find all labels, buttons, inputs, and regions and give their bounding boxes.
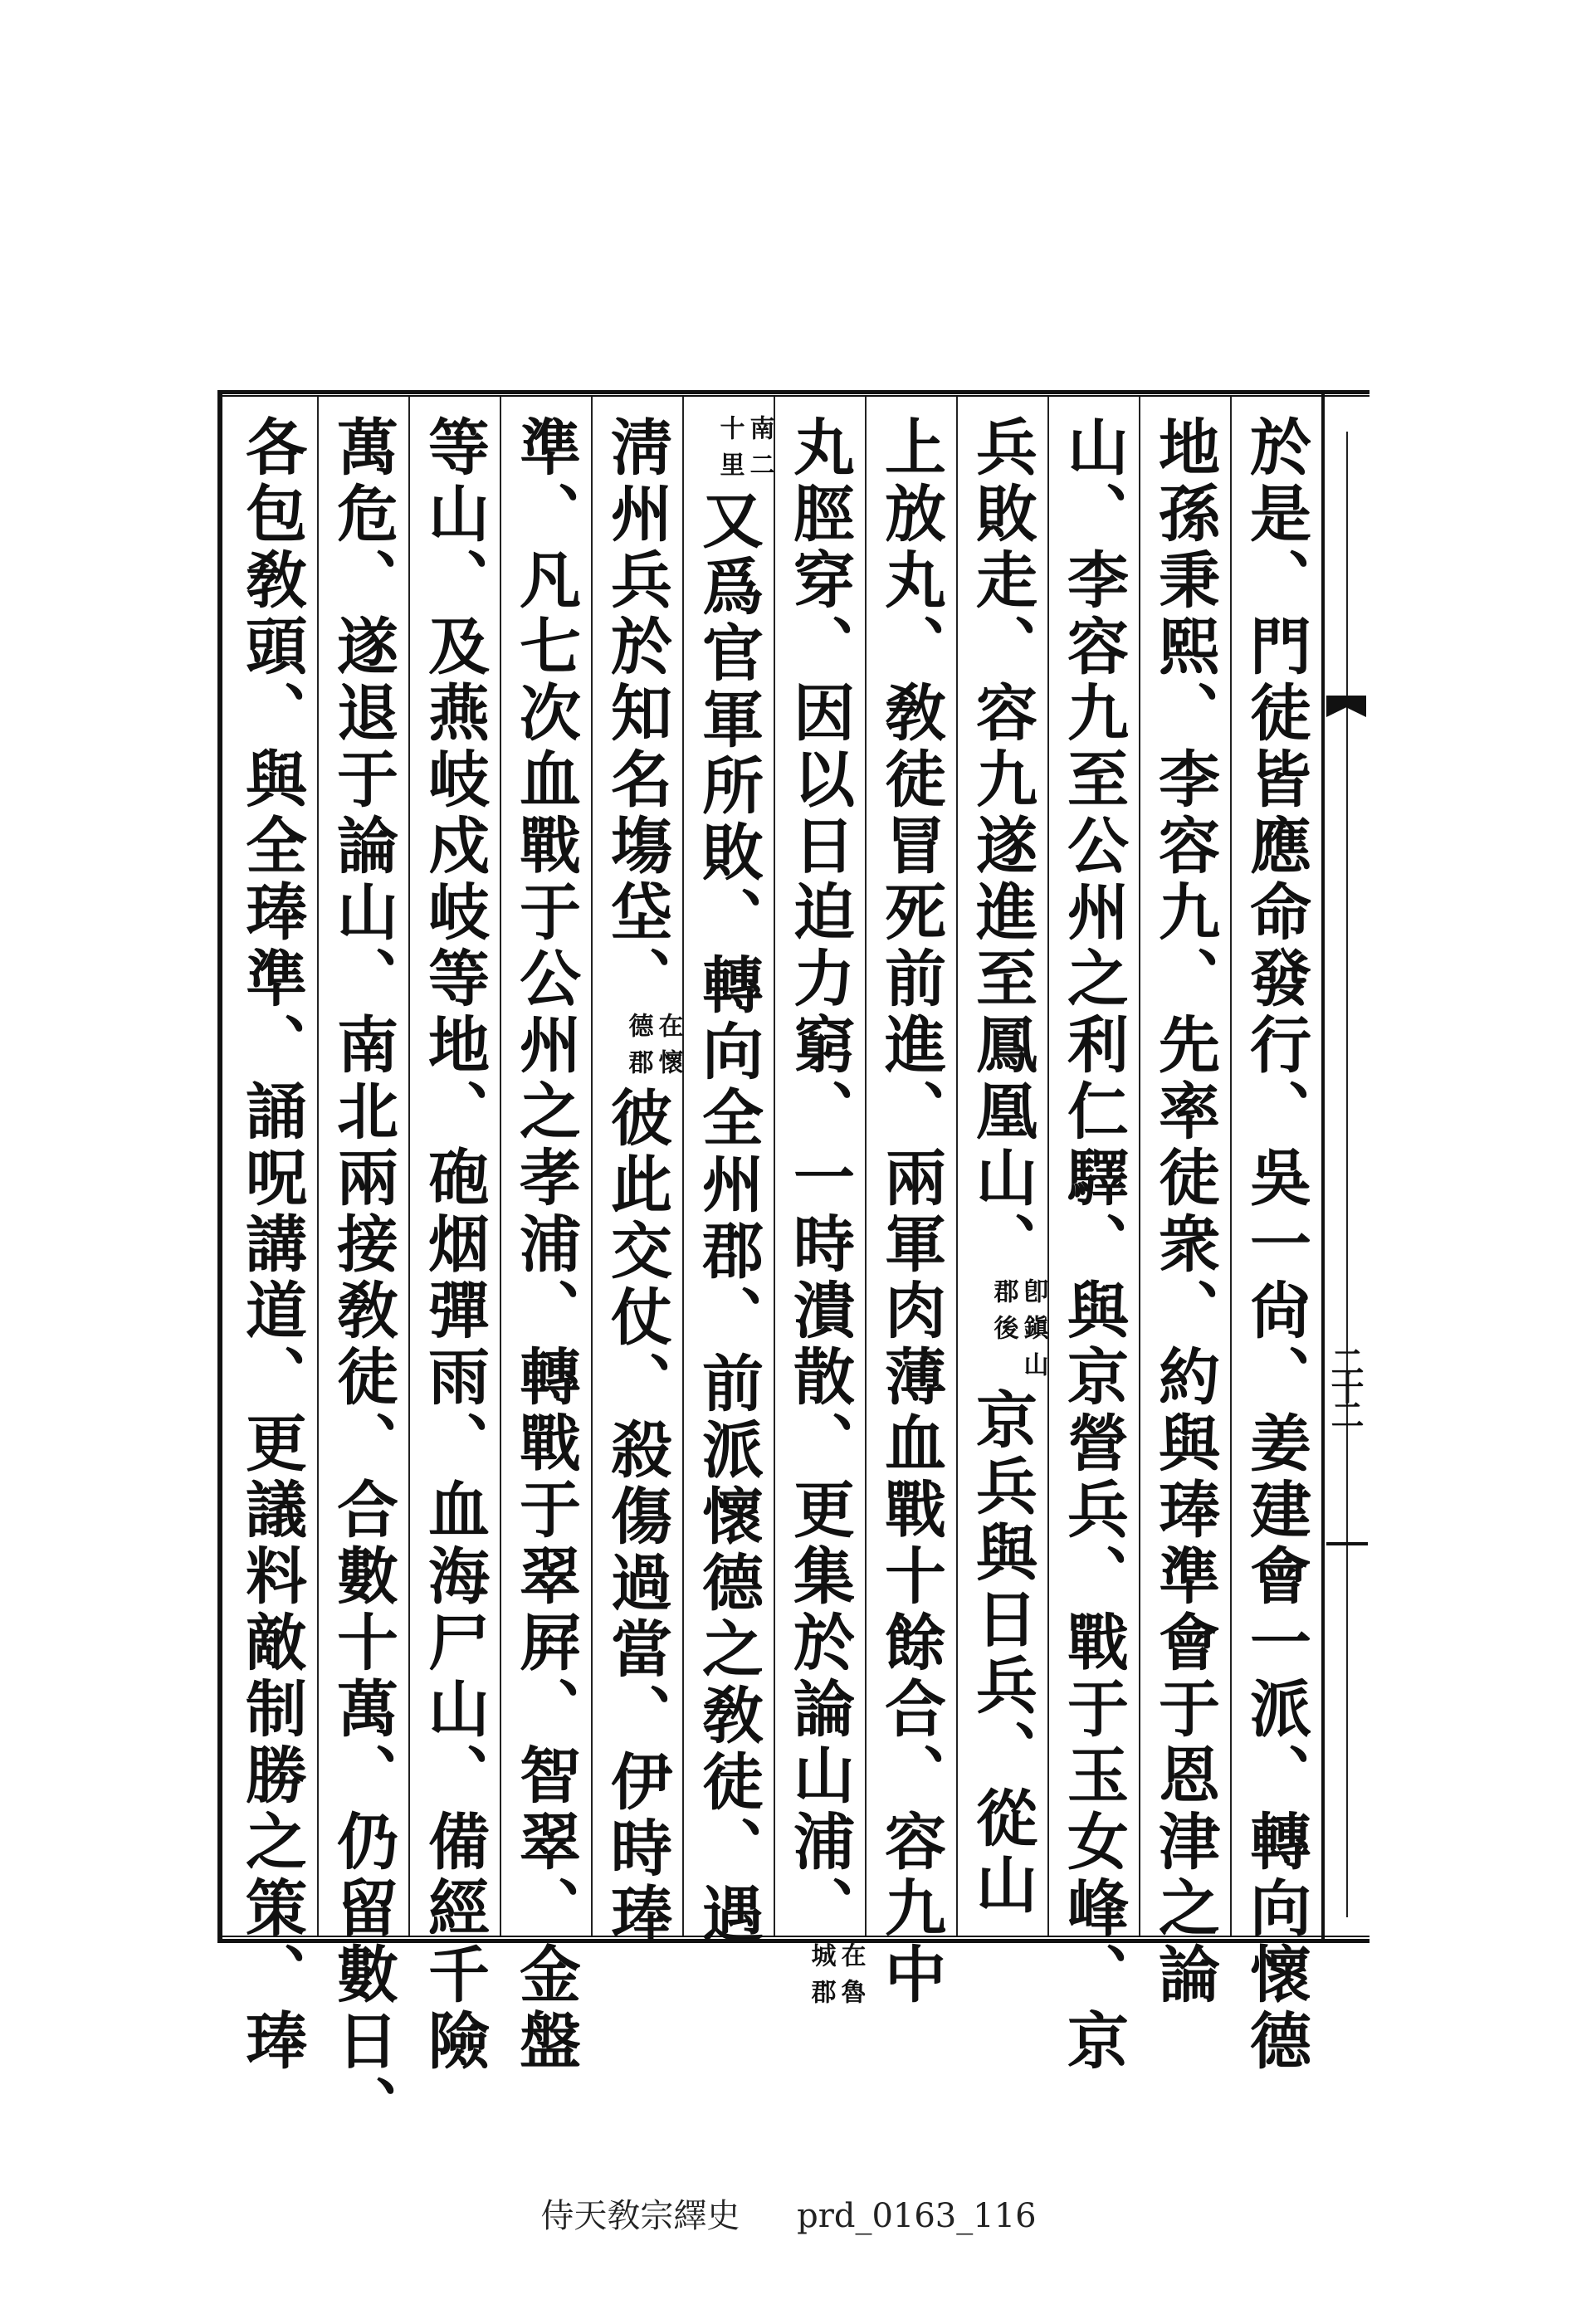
text-column <box>1047 397 1139 2075</box>
annotation-note: 在懷 德郡 <box>623 1013 683 1086</box>
text-column <box>774 397 866 2015</box>
text-column <box>500 397 591 2075</box>
column-text: 京兵與日兵、從山 <box>966 1388 1038 1919</box>
text-column <box>231 397 317 2075</box>
column-text: 準、凡七次血戰于公州之孝浦、轉戰于翠屛、智翠、金盤 <box>510 415 581 2075</box>
text-column <box>591 397 683 1949</box>
text-column <box>956 397 1047 1936</box>
footer-title: 侍天敎宗繹史 <box>540 2197 740 2235</box>
footer-code: prd_0163_116 <box>797 2197 1037 2235</box>
text-column <box>682 397 774 1949</box>
folio-rule <box>1326 1542 1368 1545</box>
text-column <box>1139 397 1230 2009</box>
frame-top-rule <box>217 390 1370 397</box>
annotation-note: 在魯 城郡 <box>806 1942 866 2015</box>
folio-number: 二十二 <box>1326 1345 1365 1424</box>
column-text: 丸脛穿、因以日迫力窮、一時潰散、更集於論山浦、 <box>784 415 855 1942</box>
annotation-note: 卽鎭山 郡後 <box>989 1278 1048 1388</box>
column-text: 於是、門徒皆應命發行、吳一尙、姜建會一派、轉向懷德 <box>1240 415 1311 2075</box>
column-text: 淸州兵於知名塲垈、 <box>601 415 672 1013</box>
column-text: 又爲官軍所敗、轉向全州郡、前派懷德之敎徒、遇 <box>692 488 764 1949</box>
gutter-line <box>1346 432 1348 1917</box>
column-text: 彼此交仗、殺傷過當、伊時琫 <box>601 1086 672 1949</box>
column-text: 等山、及燕岐戍岐等地、砲烟彈雨、血海尸山、備經千險 <box>418 415 490 2075</box>
text-column <box>865 397 956 2009</box>
text-column <box>317 397 408 2141</box>
column-text: 山、李容九至公州之利仁驛、與京營兵、戰于玉女峰、京 <box>1057 415 1129 2075</box>
column-text: 各包敎頭、與全琫準、誦呪講道、更議料敵制勝之策、琫 <box>236 415 307 2075</box>
column-text: 萬危、遂退于論山、南北兩接敎徒、合數十萬、仍留數日、 <box>327 415 398 2141</box>
text-column <box>408 397 500 2075</box>
text-columns <box>222 397 1321 2141</box>
text-column <box>1230 397 1321 2075</box>
annotation-note: 南二 十里 <box>715 415 774 488</box>
column-text: 兵敗走、容九遂進至鳳凰山、 <box>966 415 1038 1278</box>
column-text: 上放丸、敎徒冒死前進、兩軍肉薄血戰十餘合、容九中 <box>875 415 946 2009</box>
column-text: 地孫秉熙、李容九、先率徒衆、約與琫準會于恩津之論 <box>1149 415 1220 2009</box>
page-footer <box>0 2190 1577 2237</box>
